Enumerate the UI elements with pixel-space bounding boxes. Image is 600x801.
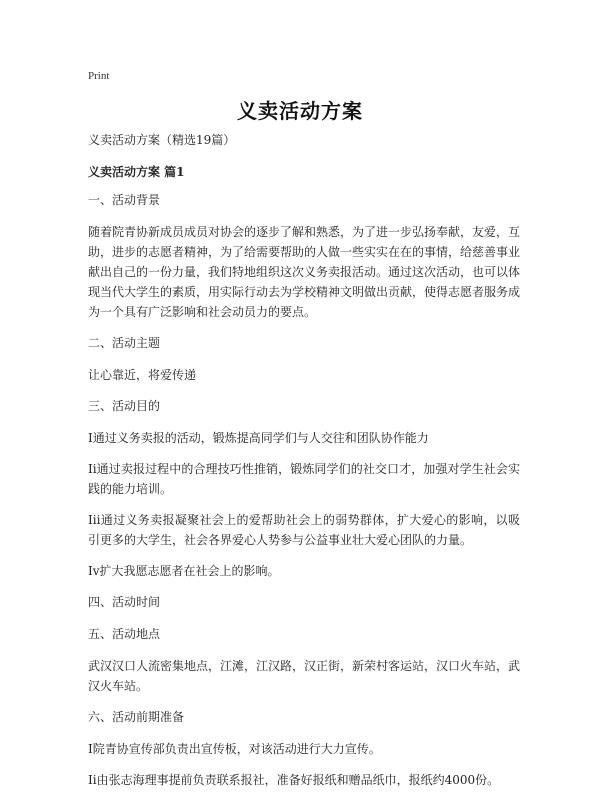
paragraph: Ii通过卖报过程中的合理技巧性推销，锻炼同学们的社交口才，加强对学生社会实践的能力培训。 (88, 462, 520, 496)
section-heading: 一、活动背景 (88, 193, 161, 207)
print-link[interactable]: Print (88, 70, 110, 82)
paragraph: Iv扩大我愿志愿者在社会上的影响。 (88, 564, 280, 578)
section-heading: 二、活动主题 (88, 336, 161, 350)
page-title: 义卖活动方案 (237, 99, 363, 123)
paragraph: 武汉汉口人流密集地点，江滩，江汉路，汉正街，新荣村客运站，汉口火车站，武汉火车站。 (88, 659, 521, 693)
document-body (88, 130, 520, 801)
document-subtitle: 义卖活动方案（精选19篇） (88, 133, 236, 147)
paragraph: 随着院青协新成员成员对协会的逐步了解和熟悉，为了进一步弘扬奉献，友爱，互助，进步的志愿者精神，为了给需要帮助的人做一些实实在在的事情，给慈善事业献出自己的一份力量，我们特地组织这次义务卖报活动。通过这次活动，也可以体现当代大学生的素质，用实际行动去为学校精神文明做出贡献，使得志愿者服务成为一个具有广泛影响和社会动员力的要点。 (88, 225, 521, 319)
section-heading: 五、活动地点 (88, 627, 161, 641)
section-heading: 三、活动目的 (88, 399, 161, 413)
paragraph: Iii通过义务卖报凝聚社会上的爱帮助社会上的弱势群体，扩大爱心的影响，以吸引更多的大学生，社会各界爱心人势参与公益事业壮大爱心团队的力量。 (88, 513, 520, 547)
paragraph: Ii由张志海理事提前负责联系报社，准备好报纸和赠品纸巾，报纸约4000份。 (88, 773, 500, 787)
section-heading: 六、活动前期准备 (88, 710, 185, 724)
article-title: 义卖活动方案 篇1 (88, 165, 185, 179)
paragraph: I院青协宣传部负责出宣传板，对该活动进行大力宣传。 (88, 742, 381, 756)
section-heading: 四、活动时间 (88, 595, 161, 609)
paragraph: 让心靠近，将爱传递 (88, 368, 197, 382)
paragraph: I通过义务卖报的活动，锻炼提高同学们与人交往和团队协作能力 (88, 431, 429, 445)
